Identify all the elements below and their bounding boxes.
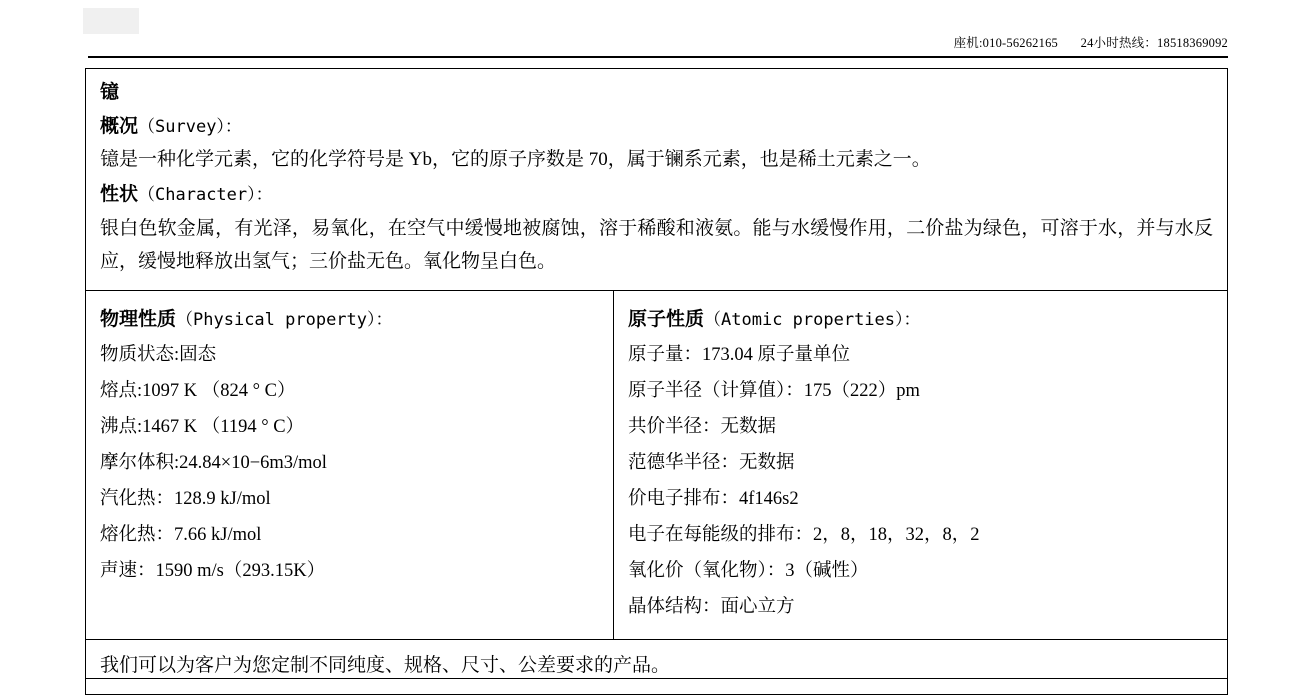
list-item: 摩尔体积:24.84×10−6m3/mol	[100, 452, 327, 473]
list-item: 沸点:1467 K （1194 ° C）	[100, 416, 305, 437]
element-title: 镱	[100, 82, 120, 103]
next-section-top-border	[85, 678, 1228, 679]
survey-text: 镱是一种化学元素，它的化学符号是 Yb，它的原子序数是 70，属于镧系元素，也是稀土元素之一。	[100, 148, 931, 170]
list-item: 汽化热：128.9 kJ/mol	[100, 488, 271, 509]
properties-row	[86, 291, 1227, 640]
customization-note: 我们可以为客户为您定制不同纯度、规格、尺寸、公差要求的产品。	[100, 655, 671, 677]
list-item: 电子在每能级的排布：2，8，18，32，8，2	[628, 524, 980, 545]
overview-cell	[86, 69, 1227, 291]
atomic-property-heading	[628, 305, 1213, 334]
atomic-label-en: （Atomic properties）：	[704, 310, 921, 331]
character-heading	[100, 180, 1213, 209]
logo-image	[83, 8, 139, 34]
header-divider	[88, 56, 1228, 58]
header-landline: 座机:010-56262165	[953, 36, 1058, 50]
list-item: 声速：1590 m/s（293.15K）	[100, 560, 326, 581]
survey-label-cn: 概况	[100, 115, 139, 137]
header-hotline: 24小时热线：18518369092	[1080, 36, 1228, 50]
header-contact-info	[954, 33, 1228, 51]
list-item: 物质状态:固态	[100, 344, 217, 365]
atomic-property-cell	[614, 291, 1227, 639]
physical-property-cell	[86, 291, 614, 639]
physical-label-cn: 物理性质	[100, 309, 177, 331]
page-header	[0, 0, 1316, 62]
list-item: 原子半径（计算值）：175（222）pm	[628, 380, 920, 401]
list-item: 共价半径：无数据	[628, 416, 777, 437]
element-datasheet-table	[85, 68, 1228, 695]
list-item: 晶体结构：面心立方	[628, 597, 795, 617]
physical-label-en: （Physical property）：	[176, 310, 393, 331]
character-label-en: （Character）：	[138, 185, 273, 206]
survey-heading	[100, 112, 1213, 141]
list-item: 价电子排布：4f146s2	[628, 488, 799, 509]
survey-label-en: （Survey）：	[138, 116, 242, 137]
atomic-property-list	[628, 337, 1213, 626]
list-item: 熔点:1097 K （824 ° C）	[100, 380, 296, 401]
atomic-label-cn: 原子性质	[628, 309, 705, 331]
list-item: 氧化价（氧化物）：3（碱性）	[628, 560, 869, 581]
character-label-cn: 性状	[100, 184, 139, 206]
list-item: 范德华半径：无数据	[628, 452, 795, 473]
list-item: 熔化热：7.66 kJ/mol	[100, 524, 262, 545]
physical-property-heading	[100, 305, 599, 334]
character-text: 银白色软金属，有光泽，易氧化，在空气中缓慢地被腐蚀，溶于稀酸和液氨。能与水缓慢作用，二价盐为绿色，可溶于水，并与水反应，缓慢地释放出氢气；三价盐无色。氧化物呈白色。	[100, 217, 1213, 272]
physical-property-list	[100, 337, 599, 589]
list-item: 原子量：173.04 原子量单位	[628, 344, 851, 365]
